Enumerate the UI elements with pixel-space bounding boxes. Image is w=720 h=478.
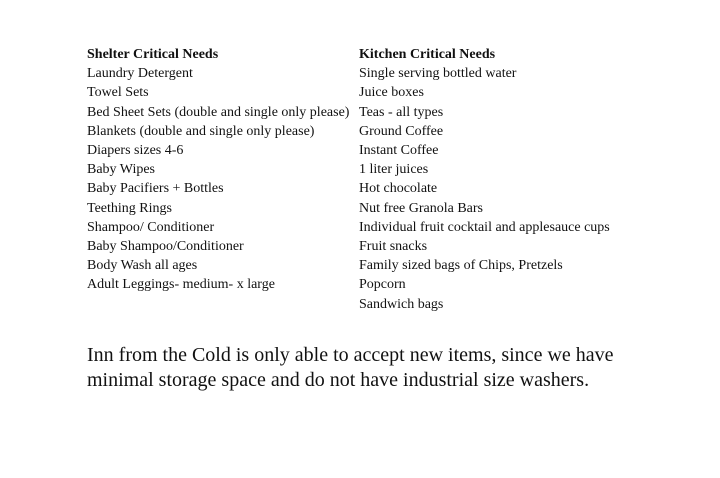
list-item: Body Wash all ages (87, 258, 198, 274)
list-item: Hot chocolate (359, 181, 438, 197)
shelter-needs-column (87, 45, 359, 295)
shelter-needs-heading: Shelter Critical Needs (87, 47, 219, 62)
list-item: Teas - all types (359, 104, 444, 120)
list-item: Towel Sets (87, 85, 149, 101)
list-item: Baby Wipes (87, 162, 156, 178)
list-item: Diapers sizes 4-6 (87, 143, 184, 159)
list-item: Sandwich bags (359, 296, 444, 312)
kitchen-needs-list (359, 64, 659, 314)
list-item: Baby Pacifiers + Bottles (87, 181, 224, 197)
list-item: Baby Shampoo/Conditioner (87, 239, 244, 255)
list-item: Instant Coffee (359, 143, 439, 159)
list-item: Single serving bottled water (359, 66, 517, 82)
shelter-needs-list (87, 64, 359, 294)
list-item: Nut free Granola Bars (359, 200, 484, 216)
list-item: Individual fruit cocktail and applesauce cups (359, 219, 610, 235)
list-item: Blankets (double and single only please) (87, 123, 315, 139)
list-item: Shampoo/ Conditioner (87, 219, 215, 235)
list-item: Adult Leggings- medium- x large (87, 277, 275, 293)
list-item: Teething Rings (87, 200, 172, 216)
list-item: Ground Coffee (359, 123, 444, 139)
list-item: Bed Sheet Sets (double and single only please) (87, 104, 350, 120)
list-item: Popcorn (359, 277, 406, 293)
list-item: Fruit snacks (359, 239, 428, 255)
list-item: Juice boxes (359, 85, 424, 101)
list-item: Laundry Detergent (87, 66, 193, 82)
storage-note-paragraph: Inn from the Cold is only able to accept new items, since we have minimal storage space and do not have industrial size washers. (87, 344, 614, 391)
kitchen-needs-column (359, 45, 659, 314)
list-item: Family sized bags of Chips, Pretzels (359, 258, 563, 274)
kitchen-needs-heading: Kitchen Critical Needs (359, 47, 496, 62)
list-item: 1 liter juices (359, 162, 429, 178)
